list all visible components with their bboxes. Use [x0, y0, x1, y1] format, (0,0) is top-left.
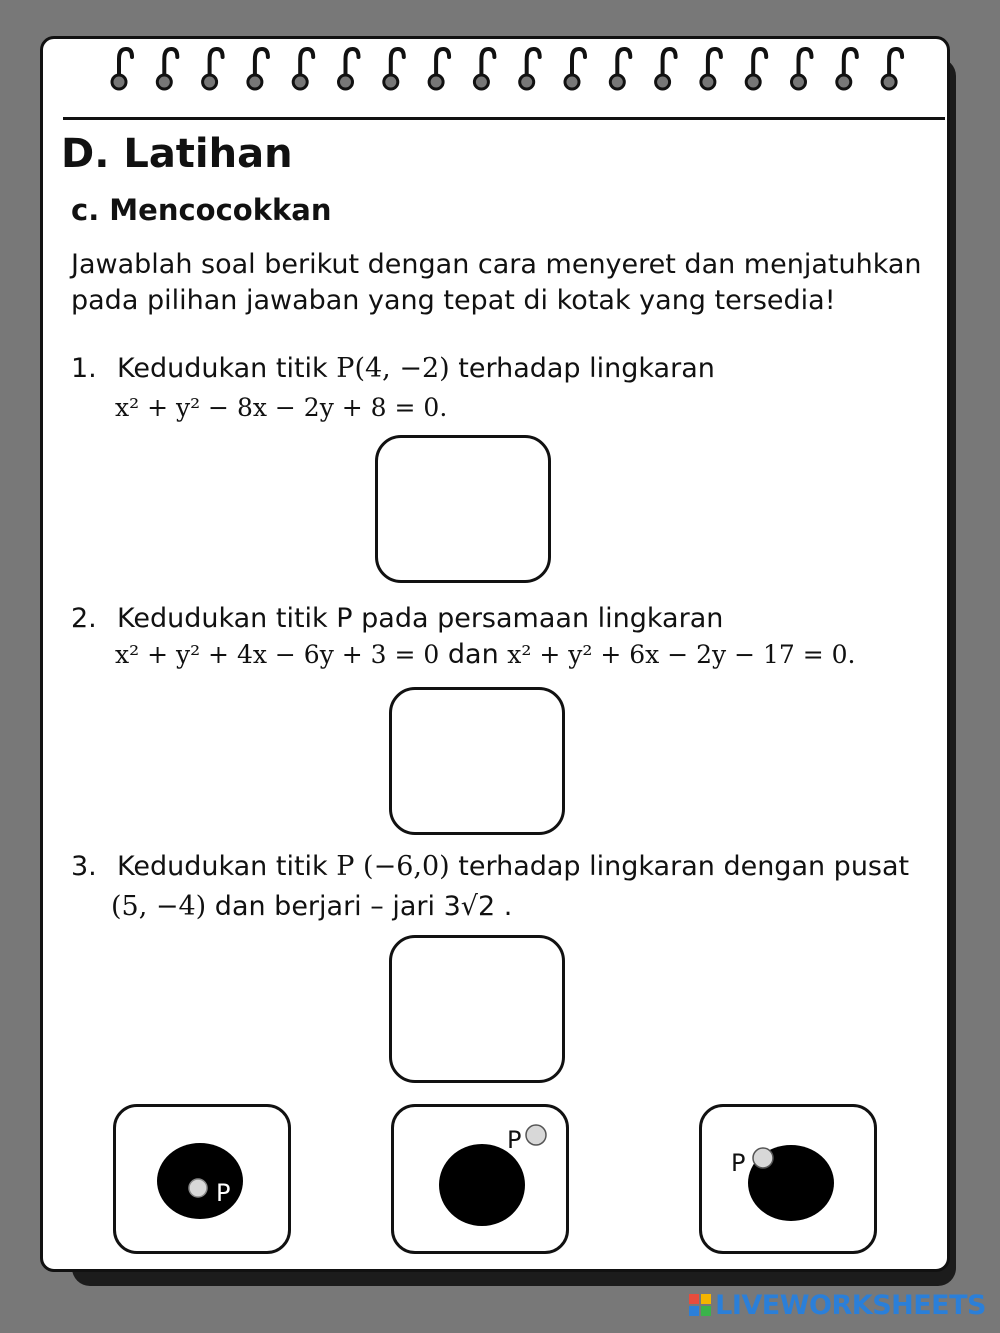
binding-ring-icon [203, 49, 223, 89]
question-2-connector: dan [439, 639, 508, 670]
liveworksheets-logo [689, 1290, 986, 1321]
binding-ring-icon [792, 49, 812, 89]
question-1-equation: x² + y² − 8x − 2y + 8 = 0. [115, 393, 448, 422]
question-1-text-after: terhadap lingkaran [449, 353, 715, 384]
binding-ring-icon [656, 49, 676, 89]
question-1-point: P(4, −2) [336, 353, 450, 384]
question-3-text-after: terhadap lingkaran dengan pusat [449, 851, 910, 882]
binding-ring-icon [339, 49, 359, 89]
question-3-number: 3. [71, 851, 97, 882]
section-title: c. Mencocokkan [71, 193, 332, 227]
question-3-center: (5, −4) [111, 891, 207, 922]
binding-ring-icon [610, 49, 630, 89]
binding-ring-icon [701, 49, 721, 89]
binding-ring-icon [248, 49, 268, 89]
question-3 [71, 851, 931, 882]
circle-point-on-icon [702, 1107, 874, 1251]
question-3-text-before: Kedudukan titik [117, 851, 337, 882]
question-2-number: 2. [71, 603, 97, 634]
binding-ring-icon [837, 49, 857, 89]
question-1 [71, 353, 931, 384]
watermark-text: LIVEWORKSHEETS [715, 1290, 986, 1321]
question-1-number: 1. [71, 353, 97, 384]
card-2-point-label: P [507, 1126, 522, 1154]
binding-ring-icon [565, 49, 585, 89]
answer-card-point-outside[interactable] [391, 1104, 569, 1254]
question-2-equation-b: x² + y² + 6x − 2y − 17 = 0. [507, 640, 856, 669]
header-divider [63, 117, 945, 120]
card-3-point-label: P [731, 1149, 746, 1177]
binding-ring-icon [429, 49, 449, 89]
circle-point-outside-icon [394, 1107, 566, 1251]
spiral-binding [43, 39, 953, 129]
drop-zone-1[interactable] [375, 435, 551, 583]
question-3-point: P (−6,0) [336, 851, 450, 882]
binding-ring-icon [882, 49, 902, 89]
instruction-text: Jawablah soal berikut dengan cara menyeret dan menjatuhkan pada pilihan jawaban yang tepat di kotak yang tersedia! [71, 249, 922, 316]
binding-ring-icon [474, 49, 494, 89]
binding-ring-icon [520, 49, 540, 89]
question-2-equation-a: x² + y² + 4x − 6y + 3 = 0 [115, 640, 440, 669]
question-3-radius-text: dan berjari – jari 3√2 . [206, 891, 513, 922]
circle-point-inside-icon [116, 1107, 288, 1251]
binding-ring-icon [293, 49, 313, 89]
question-2-equations [115, 639, 855, 670]
card-1-point-label: P [216, 1179, 231, 1207]
binding-ring-icon [157, 49, 177, 89]
answer-card-point-on[interactable] [699, 1104, 877, 1254]
drop-zone-3[interactable] [389, 935, 565, 1083]
answer-card-point-inside[interactable] [113, 1104, 291, 1254]
page-title: D. Latihan [61, 131, 293, 177]
binding-ring-icon [112, 49, 132, 89]
question-3-line-2 [111, 891, 971, 922]
binding-ring-icon [746, 49, 766, 89]
question-1-text-before: Kedudukan titik [117, 353, 337, 384]
liveworksheets-logo-icon [689, 1294, 711, 1316]
question-2 [71, 603, 931, 634]
binding-ring-icon [384, 49, 404, 89]
question-2-text: Kedudukan titik P pada persamaan lingkaran [117, 603, 724, 634]
worksheet-page [40, 36, 950, 1272]
drop-zone-2[interactable] [389, 687, 565, 835]
